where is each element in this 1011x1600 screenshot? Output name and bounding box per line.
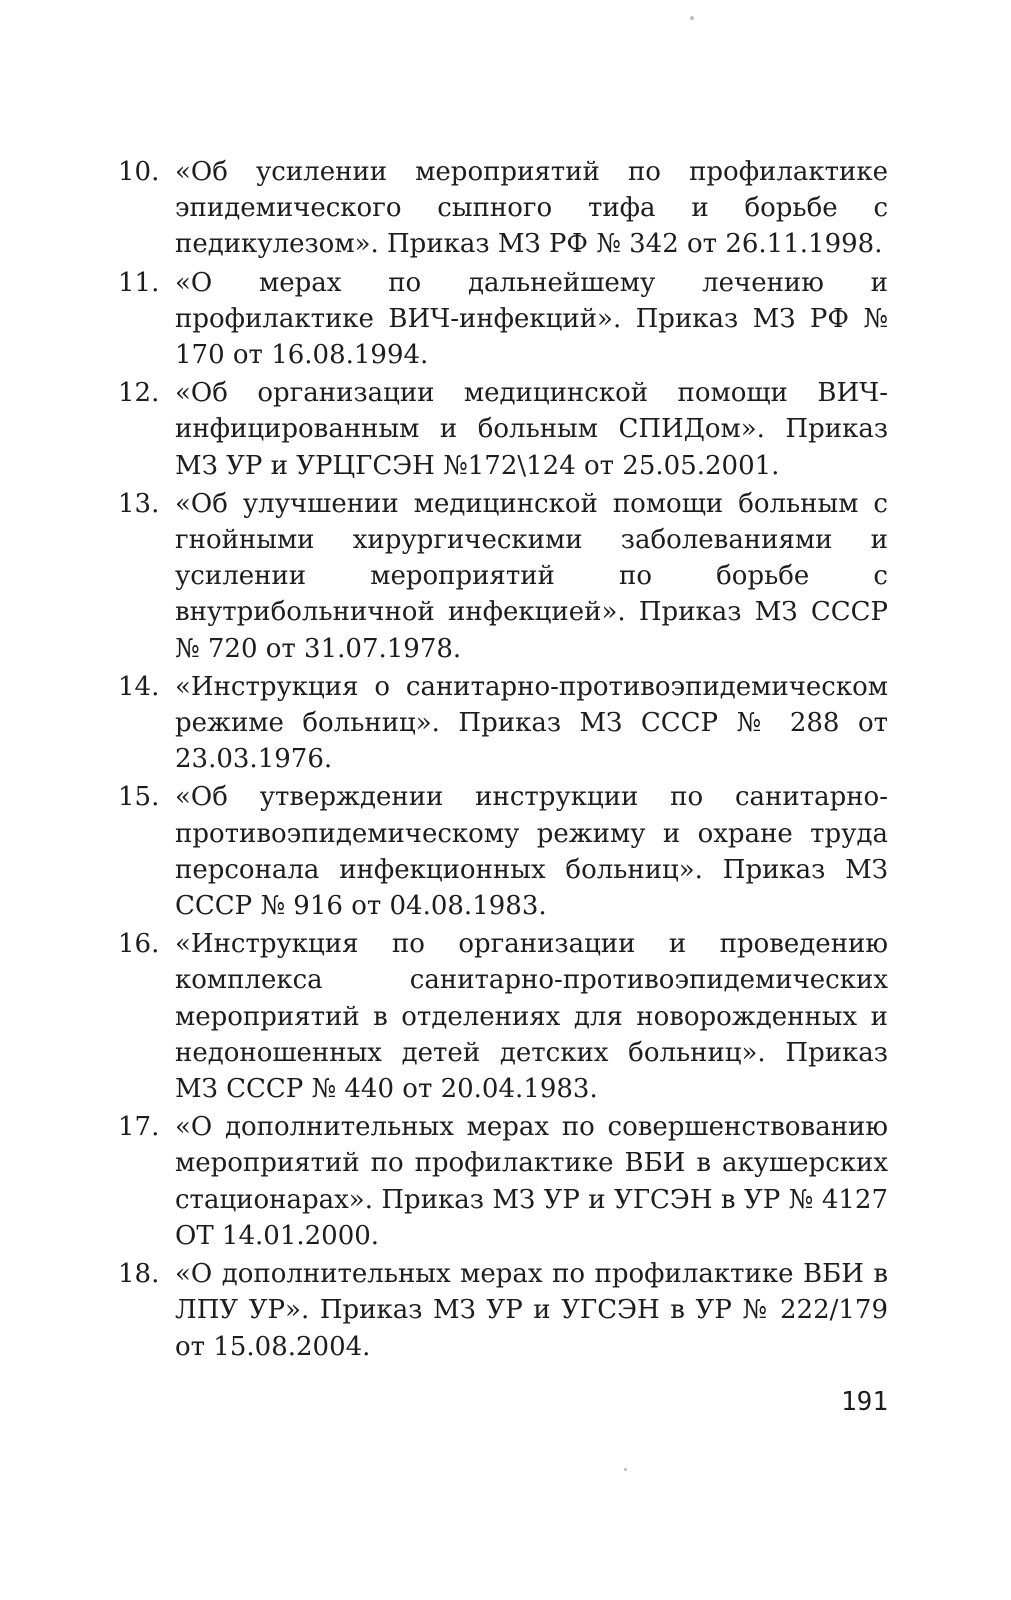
- reference-item-17: [118, 1109, 888, 1254]
- reference-number: 18.: [118, 1259, 160, 1290]
- reference-text: «О дополнительных мерах по совершенствованию мероприятий по профилактике ВБИ в акушерских стационарах». Приказ МЗ УР и УГСЭН в УР № 4127 ОТ 14.01.2000.: [175, 1112, 888, 1251]
- reference-number: 11.: [118, 267, 160, 298]
- reference-text: «Об утверждении инструкции по санитарно-противоэпидемическому режиму и охране труда персонала инфекционных больниц». Приказ МЗ СССР № 916 от 04.08.1983.: [175, 782, 888, 922]
- reference-list: [118, 154, 888, 1367]
- reference-item-11: [118, 265, 888, 374]
- scan-speck: [690, 16, 694, 20]
- page-number: 191: [841, 1387, 888, 1417]
- reference-item-18: [118, 1256, 888, 1365]
- reference-number: 15.: [118, 782, 160, 813]
- scan-speck: [624, 1468, 627, 1471]
- reference-item-15: [118, 779, 888, 924]
- reference-item-13: [118, 486, 888, 667]
- reference-number: 17.: [118, 1112, 160, 1143]
- reference-number: 16.: [118, 929, 160, 960]
- reference-text: «Об усилении мероприятий по профилактике эпидемического сыпного тифа и борьбе с педикулезом». Приказ МЗ РФ № 342 от 26.11.1998.: [175, 157, 888, 260]
- reference-item-14: [118, 669, 888, 778]
- reference-text: «Инструкция о санитарно-противоэпидемическом режиме больниц». Приказ МЗ СССР № 288 от 23.03.1976.: [175, 671, 888, 775]
- reference-text: «О дополнительных мерах по профилактике ВБИ в ЛПУ УР». Приказ МЗ УР и УГСЭН в УР № 222/179 от 15.08.2004.: [175, 1259, 888, 1362]
- reference-item-16: [118, 926, 888, 1107]
- reference-item-10: [118, 154, 888, 263]
- reference-number: 13.: [118, 488, 160, 519]
- reference-text: «О мерах по дальнейшему лечению и профилактике ВИЧ-инфекций». Приказ МЗ РФ № 170 от 16.08.1994.: [175, 267, 888, 371]
- reference-text: «Об организации медицинской помощи ВИЧ-инфицированным и больным СПИДом». Приказ МЗ УР и УРЦГСЭН №172\124 от 25.05.2001.: [175, 378, 888, 481]
- reference-text: «Инструкция по организации и проведению комплекса санитарно-противоэпидемических мероприятий в отделениях для новорожденных и недоношенных детей детских больниц». Приказ МЗ СССР № 440 от 20.04.1983.: [175, 929, 888, 1105]
- reference-text: «Об улучшении медицинской помощи больным с гнойными хирургическими заболеваниями и усилении мероприятий по борьбе с внутрибольничной инфекцией». Приказ МЗ СССР № 720 от 31.07.1978.: [175, 488, 888, 664]
- reference-number: 14.: [118, 671, 160, 702]
- reference-number: 12.: [118, 378, 160, 409]
- reference-number: 10.: [118, 157, 160, 187]
- reference-item-12: [118, 375, 888, 484]
